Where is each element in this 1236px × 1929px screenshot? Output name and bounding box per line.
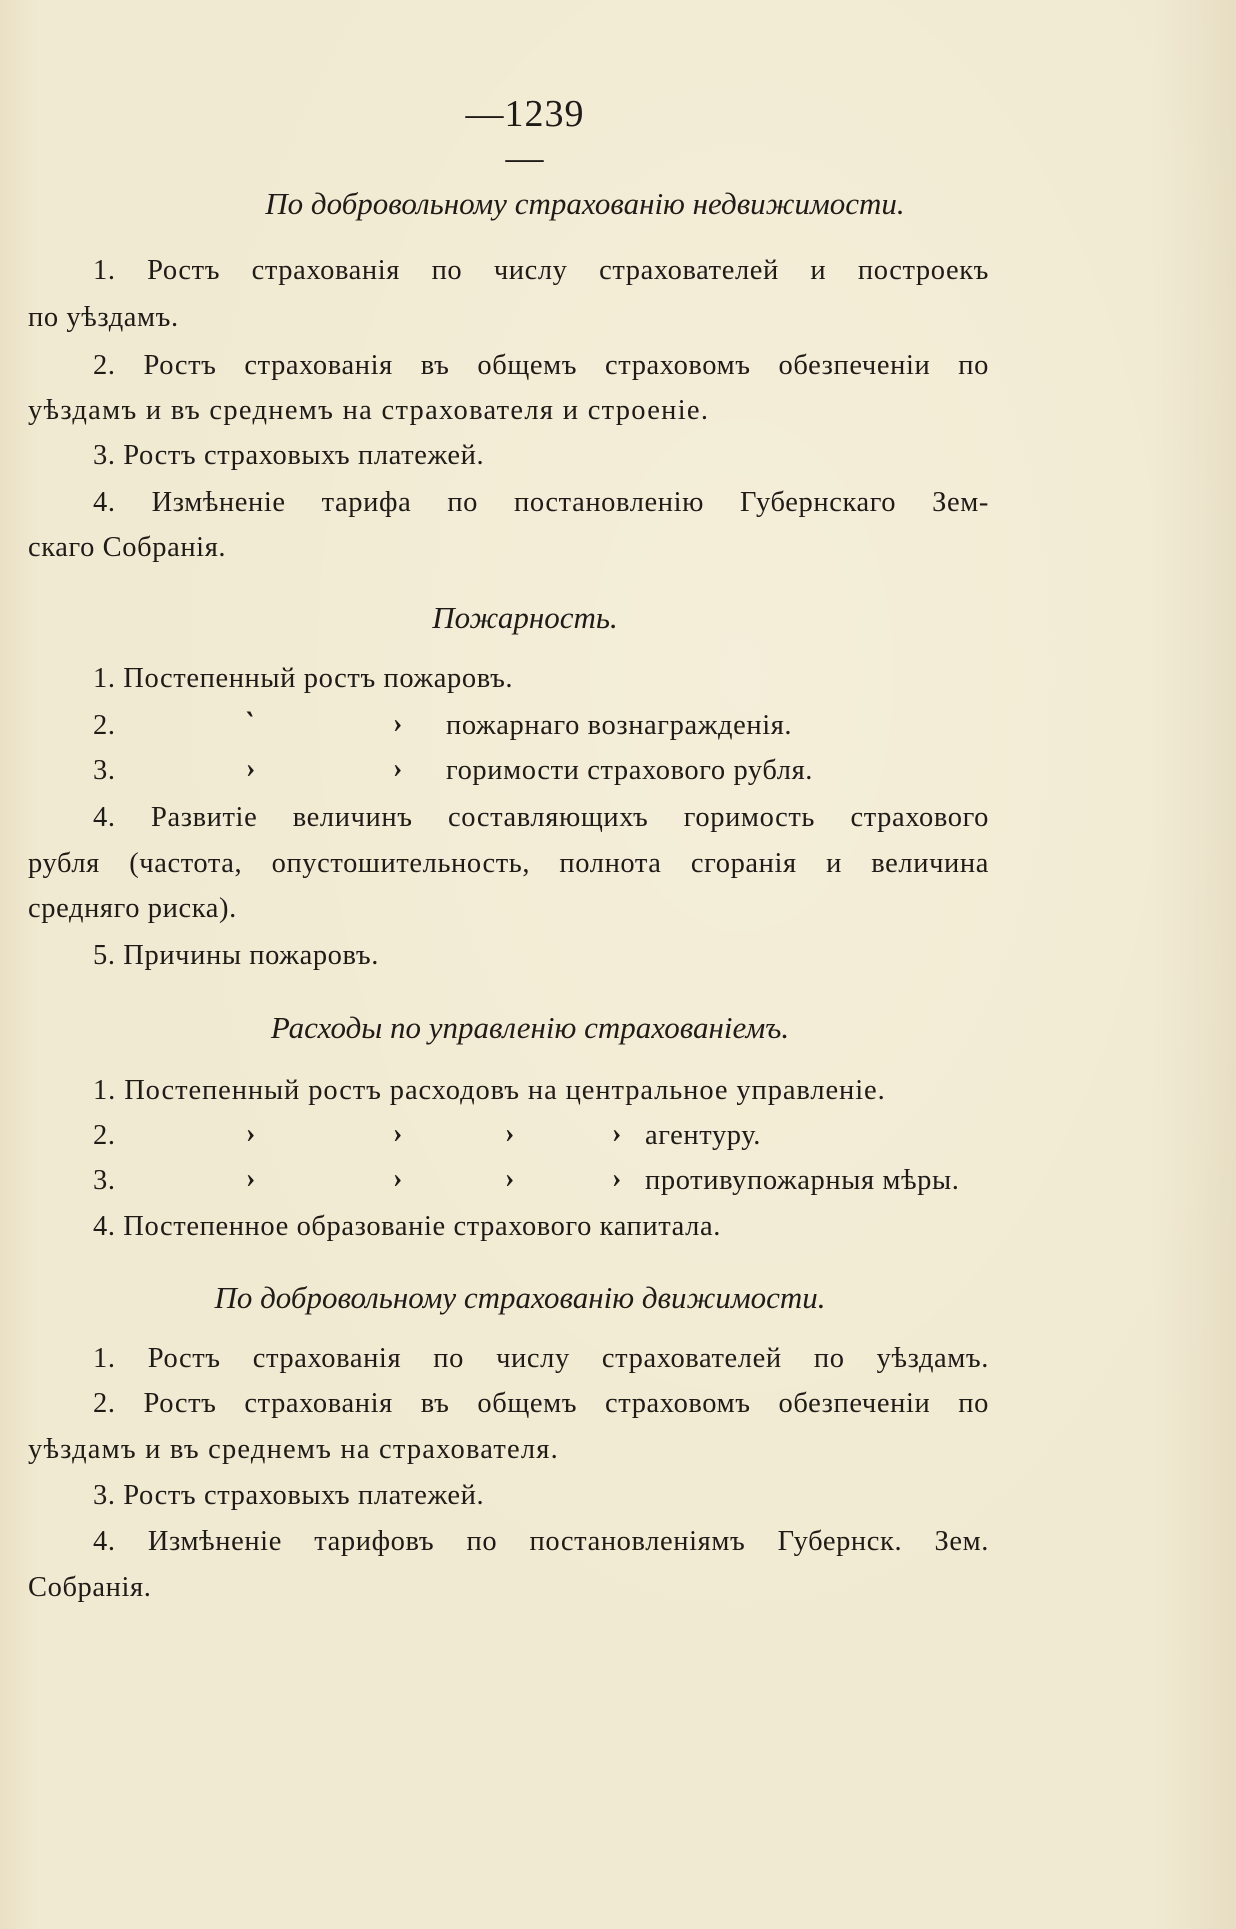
s3-item3-ditto-4: ›: [612, 1163, 622, 1194]
section-heading-real-estate: По добровольному страхованію недвижимости.: [265, 186, 905, 221]
s4-item1: 1. Ростъ страхованія по числу страхователей по уѣздамъ.: [93, 1343, 989, 1374]
s3-item4: 4. Постепенное образованіе страхового капитала.: [93, 1211, 721, 1242]
s1-item1-line2: по уѣздамъ.: [28, 302, 179, 333]
s1-item1-line1: 1. Ростъ страхованія по числу страхователей и построекъ: [93, 255, 989, 286]
s2-item4-line2: рубля (частота, опустошительность, полнота сгоранія и величина: [28, 848, 989, 879]
s3-item3-number: 3.: [93, 1165, 116, 1196]
s4-item2-line2: уѣздамъ и въ среднемъ на страхователя.: [28, 1434, 559, 1465]
s2-item2-number: 2.: [93, 710, 116, 741]
s1-item3: 3. Ростъ страховыхъ платежей.: [93, 440, 485, 471]
page-number: —1239—: [465, 93, 585, 179]
s2-item2-ditto-1: ‵: [246, 708, 254, 739]
s3-item1: 1. Постепенный ростъ расходовъ на центральное управленіе.: [93, 1075, 886, 1106]
s1-item4-line2: скаго Собранія.: [28, 532, 227, 563]
s2-item3-text: горимости страхового рубля.: [446, 755, 814, 786]
section-heading-movables: По добровольному страхованію движимости.: [214, 1280, 826, 1315]
s3-item3-ditto-3: ›: [505, 1163, 515, 1194]
s3-item2-ditto-3: ›: [505, 1118, 515, 1149]
s2-item1: 1. Постепенный ростъ пожаровъ.: [93, 663, 514, 694]
s3-item3-ditto-2: ›: [393, 1163, 403, 1194]
section-heading-management-expenses: Расходы по управленію страхованіемъ.: [270, 1010, 790, 1045]
s2-item4-line1: 4. Развитіе величинъ составляющихъ горимость страхового: [93, 802, 989, 833]
s2-item3-number: 3.: [93, 755, 116, 786]
s3-item2-ditto-1: ›: [246, 1118, 256, 1149]
s3-item2-ditto-2: ›: [393, 1118, 403, 1149]
s2-item5: 5. Причины пожаровъ.: [93, 940, 379, 971]
s3-item2-ditto-4: ›: [612, 1118, 622, 1149]
s2-item3-ditto-2: ›: [393, 753, 403, 784]
s2-item4-line3: средняго риска).: [28, 893, 237, 924]
s4-item3: 3. Ростъ страховыхъ платежей.: [93, 1480, 485, 1511]
s3-item2-number: 2.: [93, 1120, 116, 1151]
s3-item2-text: агентуру.: [645, 1120, 761, 1151]
s4-item4-line2: Собранія.: [28, 1572, 152, 1603]
s4-item4-line1: 4. Измѣненіе тарифовъ по постановленіямъ Губернск. Зем.: [93, 1526, 989, 1557]
s4-item2-line1: 2. Ростъ страхованія въ общемъ страховомъ обезпеченіи по: [93, 1388, 989, 1419]
s1-item2-line2: уѣздамъ и въ среднемъ на страхователя и строеніе.: [28, 395, 710, 426]
s1-item4-line1: 4. Измѣненіе тарифа по постановленію Губернскаго Зем-: [93, 487, 989, 518]
s2-item2-ditto-2: ›: [393, 708, 403, 739]
s3-item3-ditto-1: ›: [246, 1163, 256, 1194]
s2-item2-text: пожарнаго вознагражденія.: [446, 710, 793, 741]
s1-item2-line1: 2. Ростъ страхованія въ общемъ страховомъ обезпеченіи по: [93, 350, 989, 381]
s2-item3-ditto-1: ›: [246, 753, 256, 784]
section-heading-fire-rate: Пожарность.: [432, 600, 618, 635]
s3-item3-text: противупожарныя мѣры.: [645, 1165, 960, 1196]
